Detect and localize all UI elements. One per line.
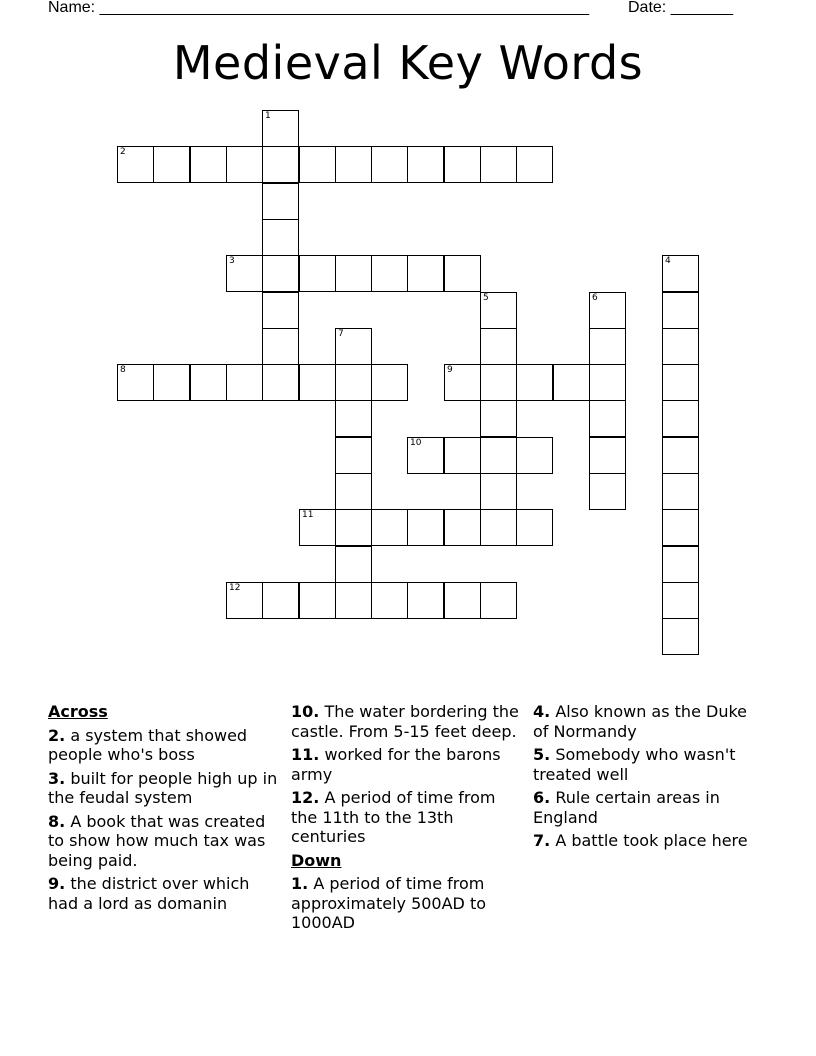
crossword-cell[interactable]	[444, 146, 481, 183]
crossword-cell[interactable]	[662, 509, 699, 546]
crossword-cell[interactable]	[480, 292, 517, 329]
crossword-cell[interactable]	[516, 437, 553, 474]
across-heading: Across	[48, 702, 108, 721]
crossword-cell[interactable]	[262, 183, 299, 220]
crossword-cell[interactable]	[117, 364, 154, 401]
clue-column-3	[533, 702, 765, 855]
crossword-cell[interactable]	[444, 582, 481, 619]
crossword-cell[interactable]	[335, 400, 372, 437]
crossword-cell[interactable]	[335, 582, 372, 619]
crossword-cell[interactable]	[444, 437, 481, 474]
clue-across-2	[48, 726, 280, 765]
clue-text: A period of time from approximately 500AD to 1000AD	[291, 874, 487, 932]
crossword-cell[interactable]	[299, 582, 336, 619]
clue-across-9	[48, 874, 280, 913]
clue-text: Rule certain areas in England	[533, 788, 720, 827]
crossword-cell[interactable]	[262, 364, 299, 401]
crossword-cell[interactable]	[480, 146, 517, 183]
crossword-cell[interactable]	[190, 146, 227, 183]
clue-column-2	[291, 702, 523, 937]
crossword-cell[interactable]	[444, 255, 481, 292]
clue-number: 7.	[533, 831, 551, 850]
crossword-cell[interactable]	[371, 582, 408, 619]
crossword-cell[interactable]	[262, 328, 299, 365]
crossword-cell[interactable]	[226, 255, 263, 292]
clue-down-7	[533, 831, 765, 851]
clue-across-3	[48, 769, 280, 808]
clue-number-label: 4	[665, 256, 671, 266]
clue-text: a system that showed people who's boss	[48, 725, 248, 764]
crossword-cell[interactable]	[262, 110, 299, 147]
clue-text: worked for the barons army	[291, 745, 501, 784]
clue-text: A period of time from the 11th to the 13th centuries	[291, 788, 496, 846]
clue-across-10	[291, 702, 523, 741]
crossword-cell[interactable]	[407, 255, 444, 292]
clue-text: Somebody who wasn't treated well	[533, 745, 736, 784]
crossword-cell[interactable]	[226, 582, 263, 619]
clue-down-1	[291, 874, 523, 933]
crossword-cell[interactable]	[299, 509, 336, 546]
crossword-cell[interactable]	[516, 364, 553, 401]
clue-number: 11.	[291, 745, 320, 764]
clue-text: the district over which had a lord as domanin	[48, 874, 250, 913]
clue-number-label: 10	[410, 438, 422, 448]
clue-number: 2.	[48, 725, 66, 745]
crossword-cell[interactable]	[299, 364, 336, 401]
crossword-cell[interactable]	[262, 582, 299, 619]
crossword-cell[interactable]	[480, 437, 517, 474]
crossword-cell[interactable]	[371, 146, 408, 183]
crossword-cell[interactable]	[662, 328, 699, 365]
date-field[interactable]: Date: _______	[628, 0, 733, 16]
clue-number-label: 7	[338, 329, 344, 339]
clue-number-label: 12	[229, 583, 241, 593]
crossword-cell[interactable]	[516, 146, 553, 183]
crossword-cell[interactable]	[407, 437, 444, 474]
clue-number: 9.	[48, 874, 66, 893]
crossword-cell[interactable]	[480, 582, 517, 619]
down-heading: Down	[291, 850, 342, 870]
crossword-cell[interactable]	[262, 146, 299, 183]
crossword-cell[interactable]	[371, 364, 408, 401]
crossword-cell[interactable]	[262, 292, 299, 329]
crossword-cell[interactable]	[262, 255, 299, 292]
crossword-cell[interactable]	[662, 473, 699, 510]
crossword-cell[interactable]	[662, 437, 699, 474]
clue-text: A book that was created to show how much tax was being paid.	[48, 811, 266, 870]
crossword-cell[interactable]	[335, 364, 372, 401]
crossword-cell[interactable]	[662, 546, 699, 583]
clue-across-8	[48, 812, 280, 871]
crossword-cell[interactable]	[226, 364, 263, 401]
crossword-cell[interactable]	[444, 364, 481, 401]
crossword-cell[interactable]	[335, 255, 372, 292]
crossword-cell[interactable]	[589, 292, 626, 329]
crossword-cell[interactable]	[480, 328, 517, 365]
crossword-cell[interactable]	[153, 364, 190, 401]
clue-number-label: 1	[265, 111, 271, 121]
crossword-cell[interactable]	[407, 146, 444, 183]
crossword-cell[interactable]	[299, 146, 336, 183]
clue-number-label: 11	[302, 510, 314, 520]
clue-number-label: 9	[447, 365, 453, 375]
crossword-cell[interactable]	[589, 473, 626, 510]
clue-down-5	[533, 745, 765, 784]
name-field[interactable]: Name: _______________________________________________________	[48, 0, 589, 16]
crossword-cell[interactable]	[262, 219, 299, 256]
clue-across-12	[291, 788, 523, 847]
clue-number-label: 8	[120, 365, 126, 375]
crossword-cell[interactable]	[553, 364, 590, 401]
page-title: Medieval Key Words	[172, 36, 644, 90]
clue-number-label: 6	[592, 293, 598, 303]
crossword-cell[interactable]	[662, 400, 699, 437]
crossword-cell[interactable]	[407, 582, 444, 619]
clue-number: 12.	[291, 788, 320, 807]
crossword-cell[interactable]	[335, 546, 372, 583]
clue-text: The water bordering the castle. From 5-15 feet deep.	[291, 702, 519, 741]
crossword-cell[interactable]	[371, 255, 408, 292]
crossword-cell[interactable]	[407, 509, 444, 546]
crossword-cell[interactable]	[335, 473, 372, 510]
crossword-cell[interactable]	[589, 437, 626, 474]
clue-number: 1.	[291, 874, 309, 893]
clue-number-label: 5	[483, 293, 489, 303]
crossword-cell[interactable]	[299, 255, 336, 292]
clue-number-label: 3	[229, 256, 235, 266]
clue-number: 4.	[533, 702, 551, 721]
clue-column-1	[48, 702, 280, 917]
crossword-cell[interactable]	[589, 364, 626, 401]
crossword-cell[interactable]	[444, 509, 481, 546]
crossword-cell[interactable]	[117, 146, 154, 183]
crossword-cell[interactable]	[662, 618, 699, 655]
clue-down-6	[533, 788, 765, 827]
crossword-cell[interactable]	[335, 328, 372, 365]
clue-number: 5.	[533, 745, 551, 764]
clue-down-4	[533, 702, 765, 741]
clue-number: 8.	[48, 811, 66, 831]
crossword-cell[interactable]	[480, 364, 517, 401]
clue-number-label: 2	[120, 147, 126, 157]
clue-text: built for people high up in the feudal system	[48, 768, 278, 807]
crossword-cell[interactable]	[480, 473, 517, 510]
crossword-cell[interactable]	[153, 146, 190, 183]
crossword-cell[interactable]	[226, 146, 263, 183]
crossword-cell[interactable]	[190, 364, 227, 401]
crossword-cell[interactable]	[480, 509, 517, 546]
crossword-cell[interactable]	[662, 292, 699, 329]
crossword-cell[interactable]	[662, 582, 699, 619]
crossword-cell[interactable]	[662, 255, 699, 292]
crossword-cell[interactable]	[371, 509, 408, 546]
clue-number: 3.	[48, 768, 66, 788]
crossword-cell[interactable]	[589, 328, 626, 365]
crossword-cell[interactable]	[335, 437, 372, 474]
clue-across-11	[291, 745, 523, 784]
clue-number: 6.	[533, 788, 551, 807]
crossword-cell[interactable]	[516, 509, 553, 546]
crossword-cell[interactable]	[662, 364, 699, 401]
clue-text: Also known as the Duke of Normandy	[533, 702, 747, 741]
clue-number: 10.	[291, 702, 320, 721]
crossword-cell[interactable]	[335, 146, 372, 183]
crossword-cell[interactable]	[589, 400, 626, 437]
crossword-cell[interactable]	[335, 509, 372, 546]
clue-text: A battle took place here	[555, 831, 748, 850]
crossword-cell[interactable]	[480, 400, 517, 437]
